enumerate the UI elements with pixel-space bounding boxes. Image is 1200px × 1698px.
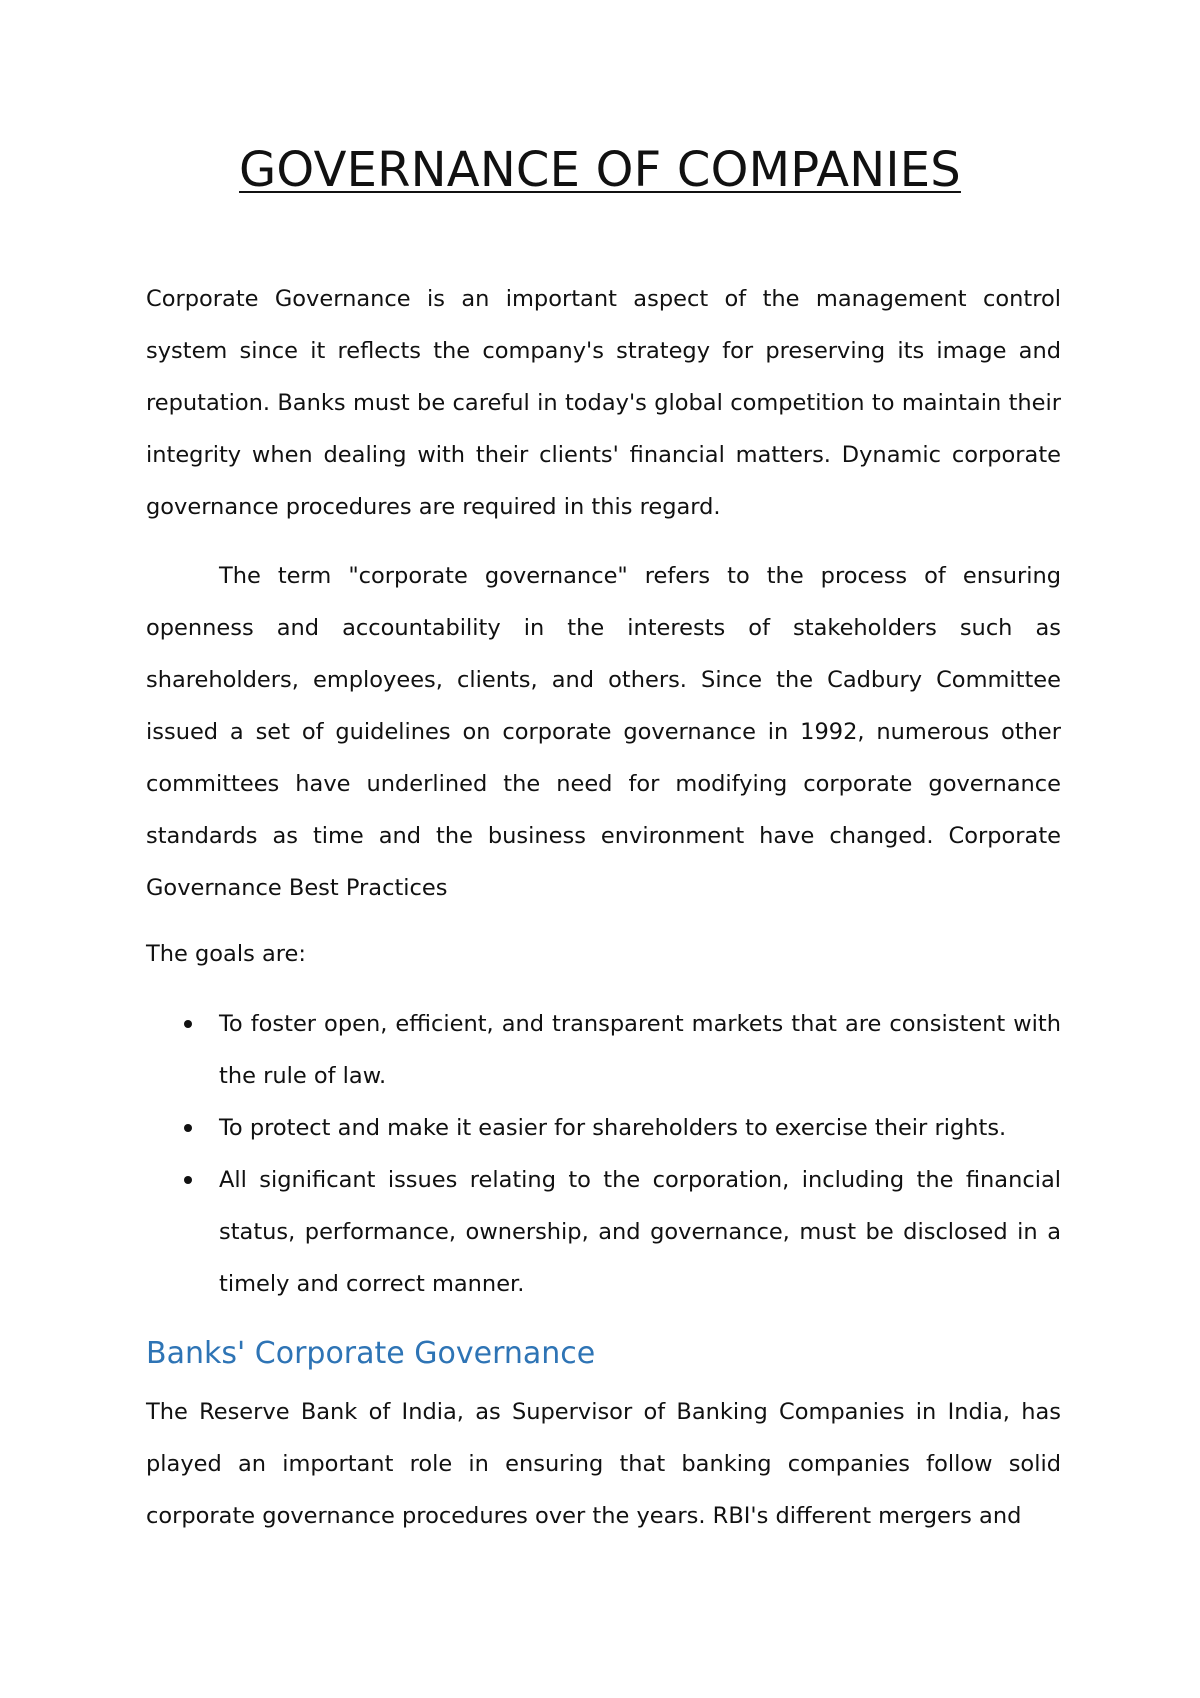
banks-paragraph: The Reserve Bank of India, as Supervisor of Banking Companies in India, has played an important role in ensuring that banking companies follow solid corporate governance procedures over the years. RBI's different mergers and (146, 1399, 1061, 1529)
intro-paragraph: Corporate Governance is an important aspect of the management control system since it reflects the company's strategy for preserving its image and reputation. Banks must be careful in today's global competition to maintain their integrity when dealing with their clients' financial matters. Dynamic corporate governance procedures are required in this regard. (146, 286, 1061, 520)
goal-item (146, 998, 1061, 1102)
goals-intro: The goals are: (146, 941, 306, 967)
section-heading-banks: Banks' Corporate Governance (146, 1336, 596, 1371)
goal-text: All significant issues relating to the corporation, including the financial status, performance, ownership, and governance, must be disclosed in a timely and correct manner. (219, 1167, 1061, 1297)
bullet-icon (184, 1176, 192, 1184)
goal-text: To foster open, efficient, and transparent markets that are consistent with the rule of law. (219, 1011, 1061, 1089)
document-title: GOVERNANCE OF COMPANIES (239, 142, 961, 198)
definition-paragraph: The term "corporate governance" refers to the process of ensuring openness and accountability in the interests of stakeholders such as shareholders, employees, clients, and others. Since the Cadbury Committee issued a set of guidelines on corporate governance in 1992, numerous other committees have underlined the need for modifying corporate governance standards as time and the business environment have changed. Corporate Governance Best Practices (146, 563, 1061, 901)
goal-item (146, 1154, 1061, 1310)
goal-item (146, 1102, 1061, 1154)
goal-text: To protect and make it easier for shareholders to exercise their rights. (219, 1115, 1007, 1141)
bullet-icon (184, 1124, 192, 1132)
bullet-icon (184, 1020, 192, 1028)
goals-list (146, 998, 1061, 1310)
